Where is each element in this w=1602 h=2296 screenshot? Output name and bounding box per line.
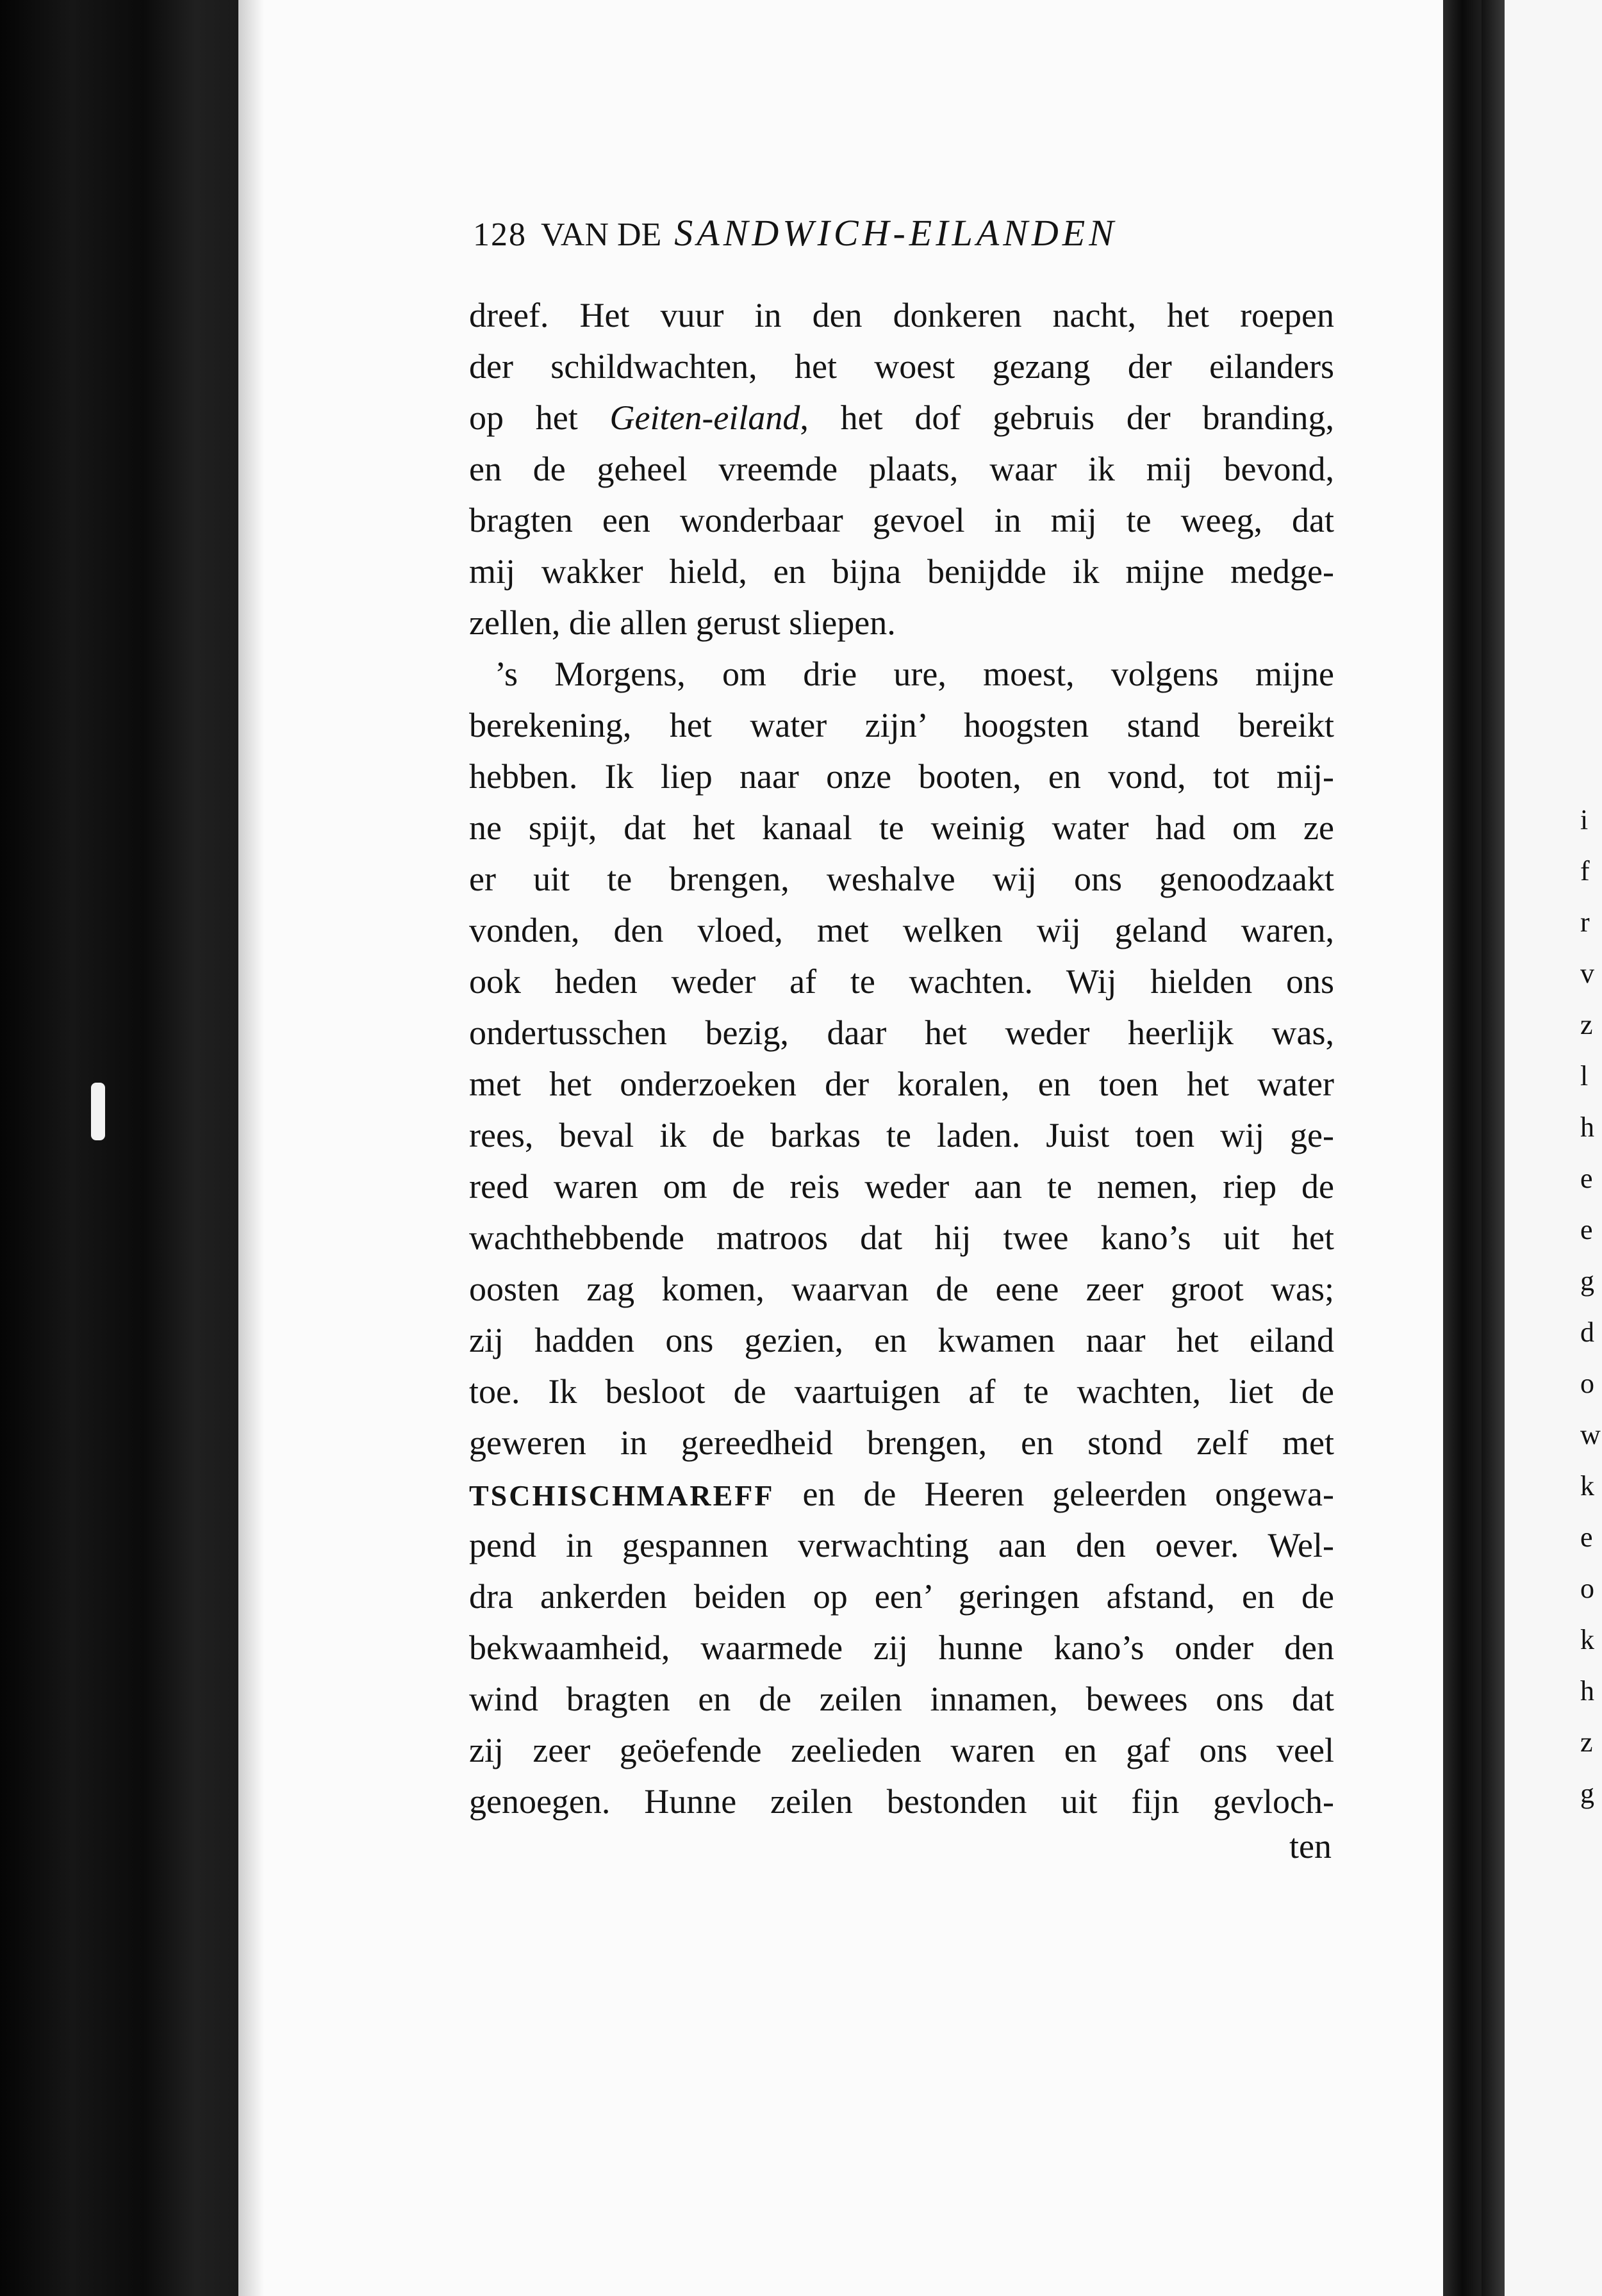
adjacent-letter: r <box>1580 906 1590 938</box>
adjacent-letter: e <box>1580 1521 1593 1553</box>
adjacent-letter: e <box>1580 1163 1593 1194</box>
text-line <box>469 1776 1334 1827</box>
adjacent-letter: i <box>1580 804 1589 835</box>
text-line <box>469 1725 1334 1776</box>
adjacent-letter: f <box>1580 855 1590 887</box>
text-segment: wachthebbende matroos dat hij twee kano’s uit het <box>469 1218 1334 1257</box>
adjacent-page-edge <box>1482 0 1505 2296</box>
adjacent-letter: z <box>1580 1726 1593 1758</box>
text-line <box>469 443 1334 495</box>
text-segment: ook heden weder af te wachten. Wij hielden ons <box>469 962 1334 1001</box>
text-line <box>469 290 1334 341</box>
text-line <box>469 392 1334 443</box>
text-line <box>469 495 1334 546</box>
adjacent-letter: d <box>1580 1316 1594 1348</box>
header-prefix: VAN DE <box>541 217 662 253</box>
adjacent-letter: v <box>1580 958 1594 989</box>
text-segment: dreef. Het vuur in den donkeren nacht, het roepen <box>469 296 1334 334</box>
text-segment: hebben. Ik liep naar onze booten, en vond, tot mij- <box>469 757 1334 796</box>
text-line <box>469 1520 1334 1571</box>
text-segment: ’s Morgens, om drie ure, moest, volgens mijne <box>495 655 1334 693</box>
text-line <box>469 1673 1334 1725</box>
adjacent-letter: k <box>1580 1470 1594 1502</box>
text-segment: zellen, die allen gerust sliepen. <box>469 603 896 642</box>
text-segment: mij wakker hield, en bijna benijdde ik mijne medge- <box>469 552 1334 591</box>
adjacent-letter: z <box>1580 1009 1593 1040</box>
text-line <box>469 1110 1334 1161</box>
page-edge-shadow <box>238 0 264 2296</box>
text-segment: wind bragten en de zeilen innamen, bewees ons dat <box>469 1680 1334 1718</box>
text-line <box>469 751 1334 802</box>
adjacent-page-letters <box>1580 794 1602 1819</box>
small-caps-name: TSCHISCHMAREFF <box>469 1479 775 1512</box>
body-text <box>469 290 1334 1827</box>
text-line <box>469 1058 1334 1110</box>
text-line <box>469 597 1334 648</box>
spine-fleck <box>91 1083 105 1140</box>
adjacent-letter: o <box>1580 1573 1594 1604</box>
adjacent-letter: g <box>1580 1778 1594 1809</box>
text-segment: bekwaamheid, waarmede zij hunne kano’s onder den <box>469 1628 1334 1667</box>
header-title: SANDWICH-EILANDEN <box>674 212 1118 254</box>
text-segment: , het dof gebruis der branding, <box>800 398 1334 437</box>
text-line <box>469 1417 1334 1468</box>
text-segment: bragten een wonderbaar gevoel in mij te weeg, dat <box>469 501 1334 539</box>
text-segment: ondertusschen bezig, daar het weder heerlijk was, <box>469 1013 1334 1052</box>
text-line <box>469 1366 1334 1417</box>
text-segment: toe. Ik besloot de vaartuigen af te wachten, liet de <box>469 1372 1334 1411</box>
text-segment: geweren in gereedheid brengen, en stond zelf met <box>469 1423 1334 1462</box>
text-segment: genoegen. Hunne zeilen bestonden uit fijn gevloch- <box>469 1782 1334 1821</box>
text-segment: vonden, den vloed, met welken wij geland waren, <box>469 911 1334 949</box>
text-segment: berekening, het water zijn’ hoogsten stand bereikt <box>469 706 1334 744</box>
text-line <box>469 802 1334 853</box>
adjacent-letter: e <box>1580 1214 1593 1245</box>
text-line <box>469 1468 1334 1520</box>
text-line <box>469 1212 1334 1263</box>
page-gutter <box>1443 0 1482 2296</box>
text-segment: der schildwachten, het woest gezang der eilanders <box>469 347 1334 386</box>
text-line <box>469 1622 1334 1673</box>
text-segment: dra ankerden beiden op een’ geringen afstand, en de <box>469 1577 1334 1616</box>
text-segment: op het <box>469 398 610 437</box>
running-header <box>473 211 1332 263</box>
text-segment: zij hadden ons gezien, en kwamen naar het eiland <box>469 1321 1334 1359</box>
text-line <box>469 341 1334 392</box>
text-line <box>469 1263 1334 1315</box>
text-line <box>469 905 1334 956</box>
page-number: 128 <box>473 217 527 253</box>
adjacent-letter: g <box>1580 1265 1594 1297</box>
book-spine-shadow <box>0 0 238 2296</box>
text-line <box>469 956 1334 1007</box>
text-line <box>469 1007 1334 1058</box>
text-line <box>469 1161 1334 1212</box>
adjacent-letter: w <box>1580 1419 1601 1450</box>
text-segment: en de Heeren geleerden ongewa- <box>774 1475 1334 1513</box>
text-segment: zij zeer geöefende zeelieden waren en gaf ons veel <box>469 1731 1334 1769</box>
text-segment: en de geheel vreemde plaats, waar ik mij bevond, <box>469 450 1334 488</box>
italic-place-name: Geiten-eiland <box>609 398 800 437</box>
adjacent-letter: h <box>1580 1111 1594 1143</box>
text-line <box>469 853 1334 905</box>
text-segment: er uit te brengen, weshalve wij ons genoodzaakt <box>469 860 1334 898</box>
text-line <box>469 546 1334 597</box>
text-segment: ne spijt, dat het kanaal te weinig water had om ze <box>469 808 1334 847</box>
adjacent-letter: h <box>1580 1675 1594 1707</box>
text-segment: pend in gespannen verwachting aan den oever. Wel- <box>469 1526 1334 1564</box>
adjacent-letter: l <box>1580 1060 1589 1092</box>
catchword: ten <box>1289 1827 1332 1866</box>
text-line <box>469 1315 1334 1366</box>
text-segment: reed waren om de reis weder aan te nemen, riep de <box>469 1167 1334 1206</box>
text-line <box>469 648 1334 700</box>
text-line <box>469 1571 1334 1622</box>
text-segment: met het onderzoeken der koralen, en toen het water <box>469 1065 1334 1103</box>
text-segment: oosten zag komen, waarvan de eene zeer groot was; <box>469 1270 1334 1308</box>
text-line <box>469 700 1334 751</box>
adjacent-letter: o <box>1580 1368 1594 1399</box>
adjacent-letter: k <box>1580 1624 1594 1655</box>
text-segment: rees, beval ik de barkas te laden. Juist toen wij ge- <box>469 1116 1334 1154</box>
